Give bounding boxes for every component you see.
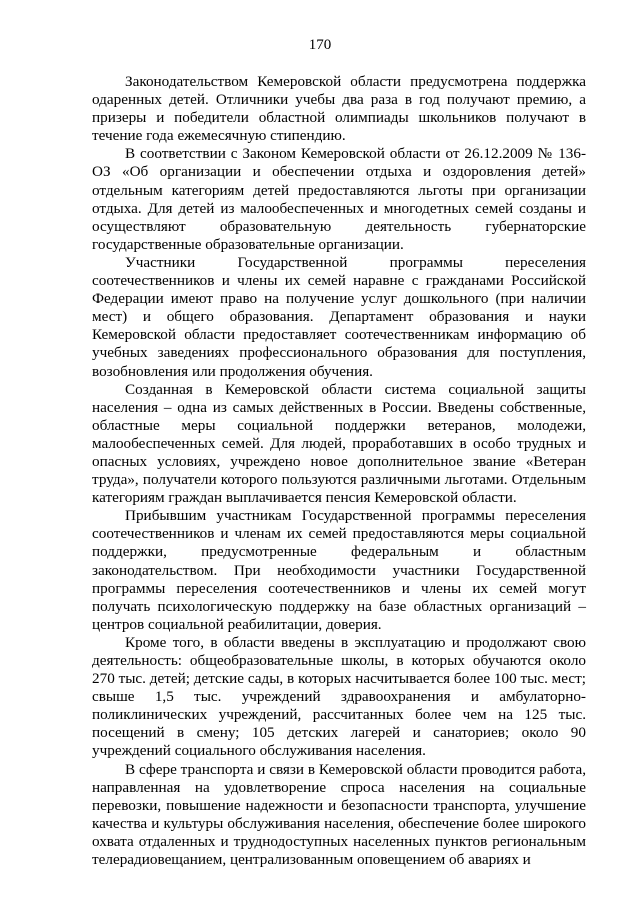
- page-number: 170: [308, 37, 332, 53]
- document-body: [92, 73, 586, 869]
- paragraph-compatriots-social-support: Прибывшим участникам Государственной программы переселения соотечественников и членам их семей предоставляются меры социальной поддержки, предусмотренные федеральным и областным законодательством. При необходимости участники Государственной программы переселения соотечественников и члены их семей могут получать психологическую поддержку на базе областных организаций – центров социальной реабилитации, доверия.: [92, 507, 586, 633]
- paragraph-gifted-children-support: Законодательством Кемеровской области предусмотрена поддержка одаренных детей. Отличники учебы два раза в год получают премию, а призеры и победители областной олимпиады школьников получают в течение года ежемесячную стипендию.: [92, 73, 586, 145]
- paragraph-social-protection-system: Созданная в Кемеровской области система социальной защиты населения – одна из самых действенных в России. Введены собственные, областные меры социальной поддержки ветеранов, молодежи, малообеспеченных семей. Для людей, проработавших в особо трудных и опасных условиях, учреждено новое дополнительное звание «Ветеран труда», получатели которого пользуются различными льготами. Отдельным категориям граждан выплачивается пенсия Кемеровской области.: [92, 380, 586, 507]
- paragraph-social-infrastructure: Кроме того, в области введены в эксплуатацию и продолжают свою деятельность: общеобразовательные школы, в которых обучаются около 270 тыс. детей; детские сады, в которых насчитывается более 100 тыс. мест; свыше 1,5 тыс. учреждений здравоохранения и амбулаторно-поликлинических учреждений, рассчитанных более чем на 125 тыс. посещений в смену; 105 детских лагерей и санаториев; около 90 учреждений социального обслуживания населения.: [92, 633, 586, 760]
- paragraph-compatriots-education: Участники Государственной программы переселения соотечественников и члены их семей наравне с гражданами Российской Федерации имеют право на получение услуг дошкольного (при наличии мест) и общего образования. Департамент образования и науки Кемеровской области предоставляет соотечественникам информацию об учебных заведениях профессионального образования для поступления, возобновления или продолжения обучения.: [92, 253, 586, 380]
- paragraph-transport-and-communications: В сфере транспорта и связи в Кемеровской области проводится работа, направленная на удовлетворение спроса населения на социальные перевозки, повышение надежности и безопасности транспорта, улучшение качества и культуры обслуживания населения, обеспечение более широкого охвата отдаленных и труднодоступных населенных пунктов региональным телерадиовещанием, централизованным оповещением об авариях и: [92, 760, 586, 869]
- paragraph-children-recreation-law: В соответствии с Законом Кемеровской области от 26.12.2009 № 136-ОЗ «Об организации и обеспечении отдыха и оздоровления детей» отдельным категориям детей предоставляются льготы при организации отдыха. Для детей из малообеспеченных и многодетных семей созданы и осуществляют образовательную деятельность губернаторские государственные образовательные организации.: [92, 145, 586, 253]
